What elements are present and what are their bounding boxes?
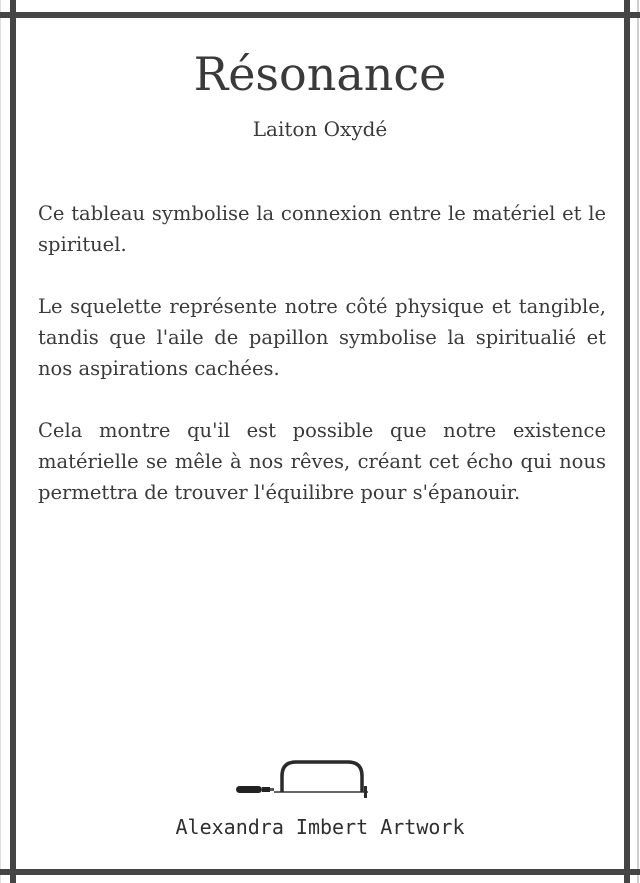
artwork-description [38,198,606,539]
artist-signature: Alexandra Imbert Artwork [175,815,465,839]
artwork-material: Laiton Oxydé [252,117,388,141]
frame-border-top [0,12,640,18]
description-paragraph: Le squelette représente notre côté physique et tangible, tandis que l'aile de papillon symbolise la spiritualié et nos aspirations cachées. [38,295,606,380]
page-edge-right [637,0,639,883]
frame-border-bottom [0,869,640,875]
page-edge-left [0,0,1,883]
description-paragraph: Cela montre qu'il est possible que notre existence matérielle se mêle à nos rêves, créant cet écho qui nous permettra de trouver l'équilibre pour s'épanouir. [38,419,606,504]
frame-border-right [624,0,630,883]
description-paragraph: Ce tableau symbolise la connexion entre le matériel et le spirituel. [38,202,606,256]
jewelers-saw-icon [234,756,374,800]
artwork-title: Résonance [193,47,447,101]
